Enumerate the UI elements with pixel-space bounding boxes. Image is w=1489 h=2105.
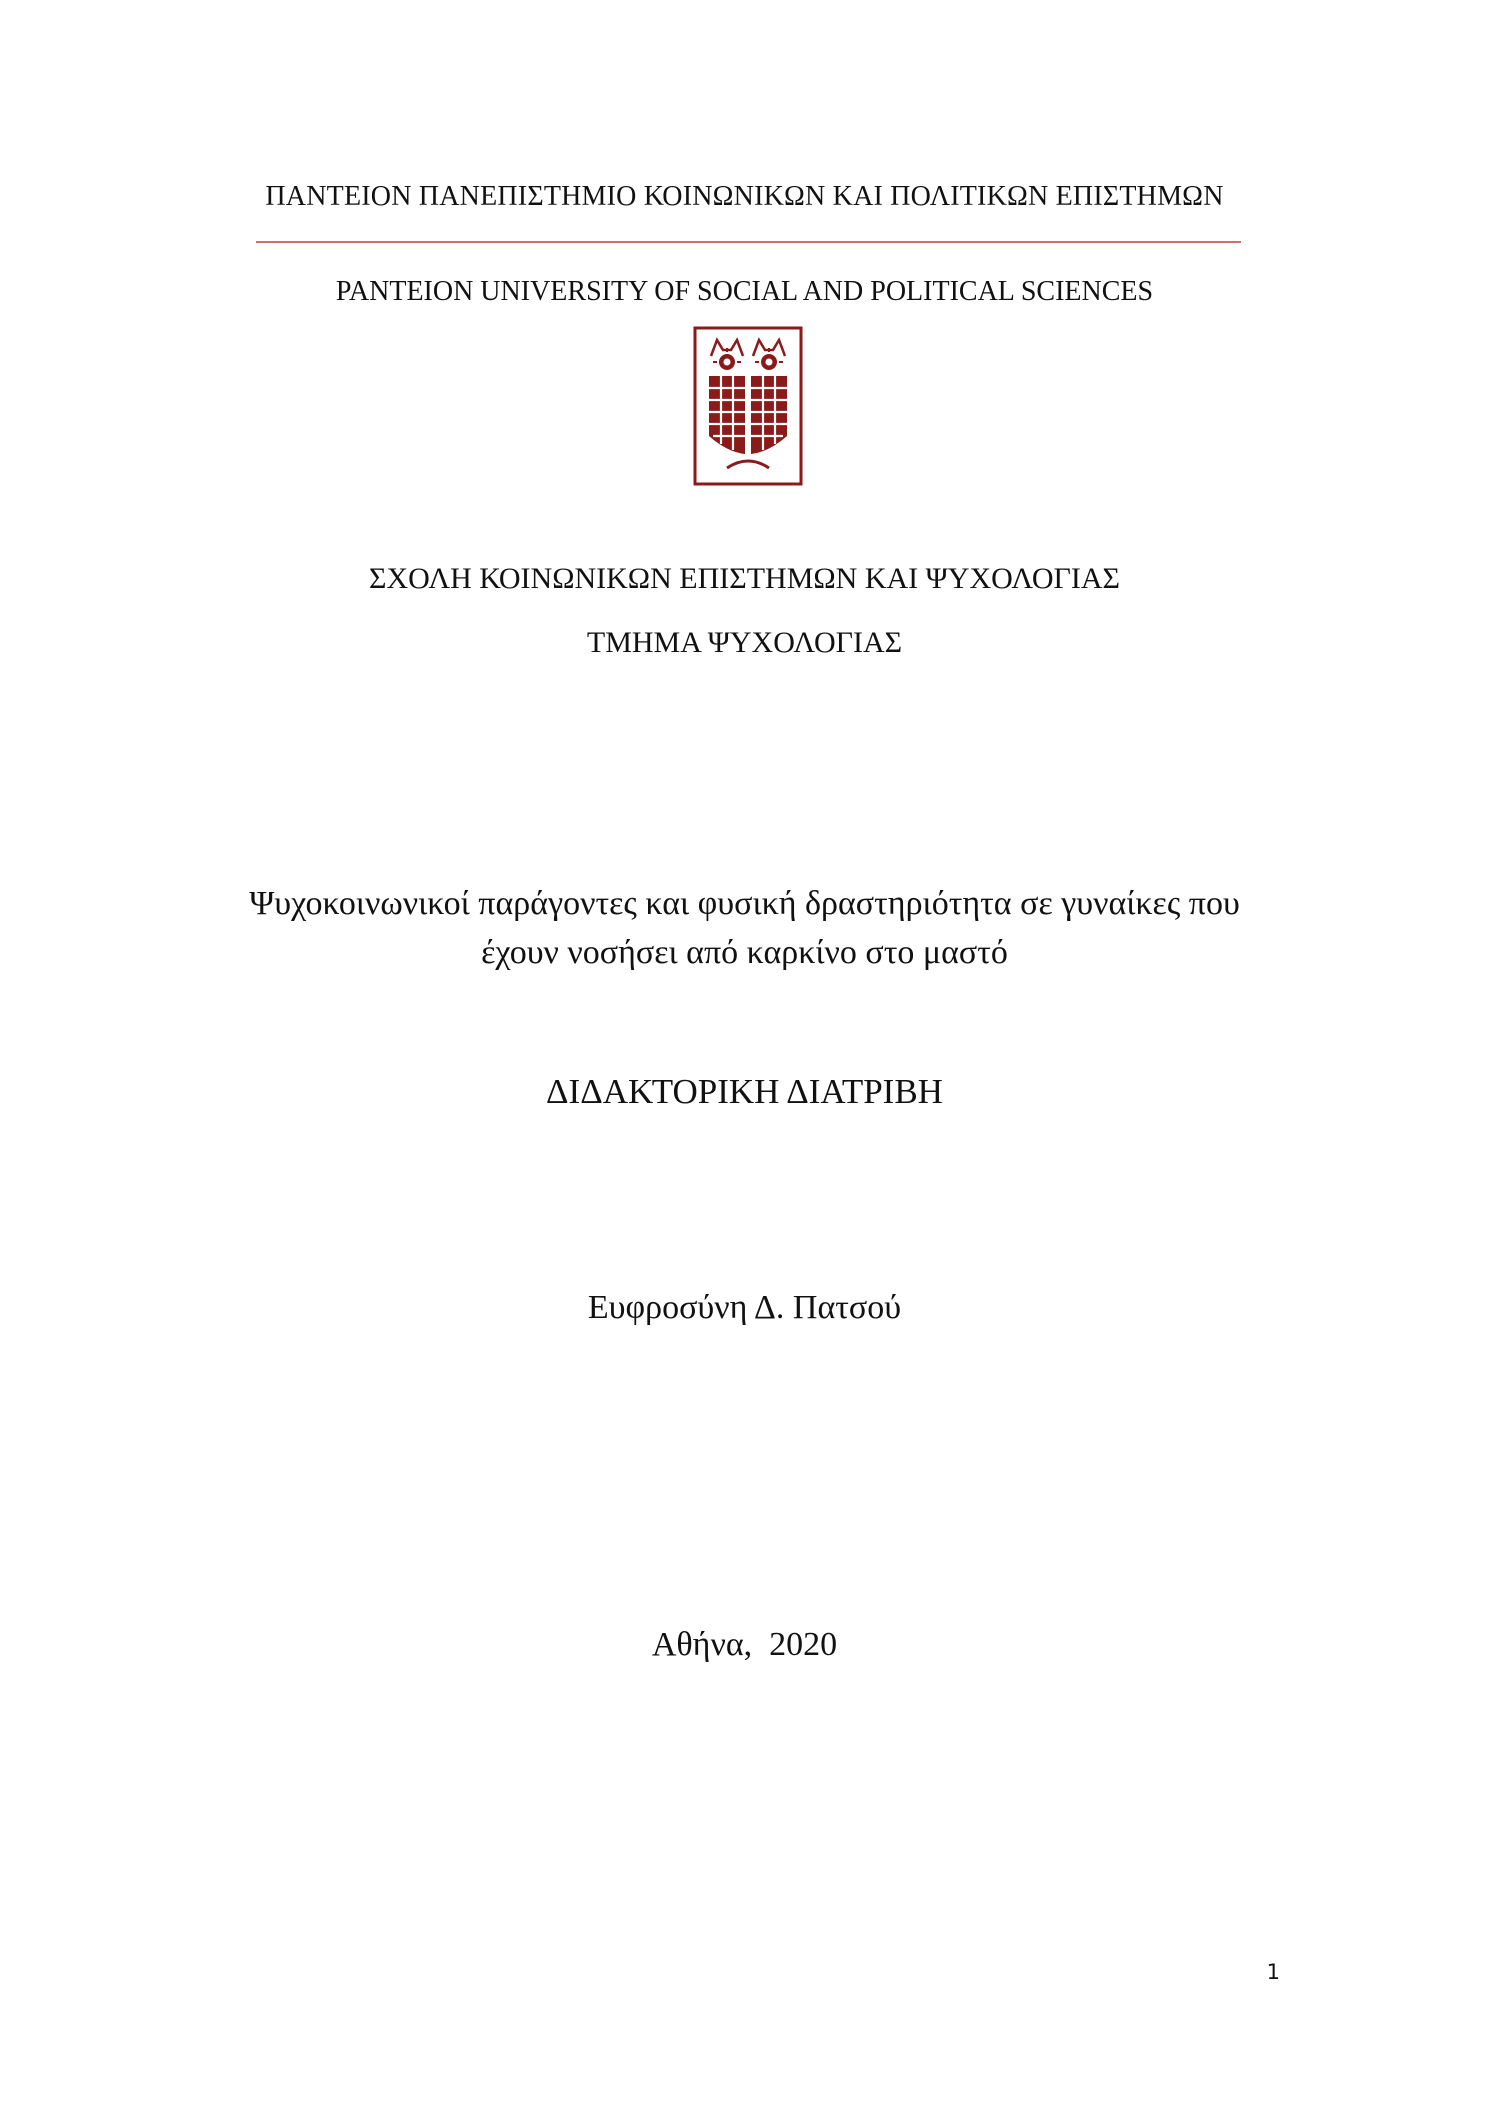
place-and-date: Αθήνα, 2020 xyxy=(651,1626,838,1663)
page-number: 1 xyxy=(1266,1960,1280,1984)
university-name-greek: ΠΑΝΤΕΙΟΝ ΠΑΝΕΠΙΣΤΗΜΙΟ ΚΟΙΝΩΝΙΚΩΝ ΚΑΙ ΠΟΛΙΤΙΚΩΝ ΕΠΙΣΤΗΜΩΝ xyxy=(265,181,1224,212)
school-name: ΣΧΟΛΗ ΚΟΙΝΩΝΙΚΩΝ ΕΠΙΣΤΗΜΩΝ ΚΑΙ ΨΥΧΟΛΟΓΙΑΣ xyxy=(369,562,1120,595)
university-crest-icon xyxy=(693,326,803,486)
document-type: ΔΙΔΑΚΤΟΡΙΚΗ ΔΙΑΤΡΙΒΗ xyxy=(546,1072,943,1111)
university-name-english: PANTEION UNIVERSITY OF SOCIAL AND POLITICAL SCIENCES xyxy=(335,276,1154,307)
thesis-title-line-2: έχουν νοσήσει από καρκίνο στο μαστό xyxy=(481,934,1008,971)
author-name: Ευφροσύνη Δ. Πατσού xyxy=(587,1289,902,1326)
header-divider xyxy=(256,241,1241,243)
department-name: ΤΜΗΜΑ ΨΥΧΟΛΟΓΙΑΣ xyxy=(586,626,903,659)
thesis-title-line-1: Ψυχοκοινωνικοί παράγοντες και φυσική δραστηριότητα σε γυναίκες που xyxy=(249,885,1240,922)
